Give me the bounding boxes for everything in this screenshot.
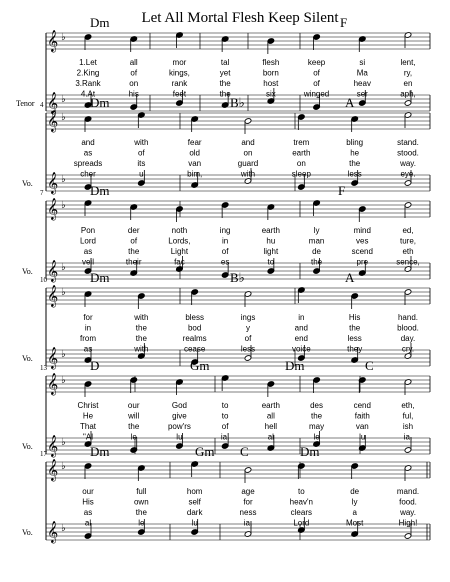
- lyric-syllable: for: [243, 497, 253, 507]
- chord-symbol: A: [345, 95, 355, 110]
- lyric-syllable: they: [347, 344, 363, 354]
- chord-symbol: C: [240, 444, 249, 459]
- lyric-syllable: bim,: [187, 169, 203, 179]
- treble-clef-icon: 𝄞: [47, 285, 59, 307]
- part-label: Vo.: [22, 267, 33, 276]
- chord-symbol: Dm: [285, 358, 305, 373]
- lyric-syllable: of: [137, 148, 145, 158]
- lyric-syllable: as: [83, 247, 93, 256]
- lyric-syllable: Pon: [80, 226, 96, 235]
- lyric-syllable: from: [80, 334, 96, 343]
- flat-icon: ♭: [61, 349, 66, 360]
- lyric-syllable: 3.Rank: [75, 79, 101, 88]
- lyric-syllable: le: [130, 432, 137, 442]
- lyric-syllable: old: [189, 148, 201, 158]
- lyric-syllable: the: [135, 508, 147, 517]
- chord-symbol: Gm: [190, 358, 210, 373]
- score-title: Let All Mortal Flesh Keep Silent: [141, 10, 339, 26]
- lyric-syllable: sence,: [396, 257, 420, 267]
- lyric-syllable: self: [188, 497, 201, 507]
- lyric-syllable: to: [221, 411, 229, 421]
- lyric-syllable: en: [403, 79, 413, 88]
- lyric-syllable: of: [313, 79, 320, 88]
- lyric-syllable: of: [130, 236, 138, 246]
- lyric-syllable: hell: [264, 422, 278, 431]
- lyric-syllable: y: [246, 323, 250, 333]
- lyric-syllable: of: [221, 422, 229, 431]
- lyric-syllable: keep: [307, 58, 326, 67]
- lyric-syllable: mind: [353, 226, 371, 235]
- chord-symbol: D: [90, 358, 100, 373]
- lyric-syllable: Lord: [293, 518, 310, 528]
- chord-symbol: Dm: [90, 15, 110, 30]
- lyric-syllable: feet: [172, 89, 187, 99]
- lyric-syllable: he: [350, 148, 360, 158]
- lyric-syllable: noth: [171, 226, 188, 235]
- lyric-syllable: the: [128, 247, 140, 256]
- lyric-syllable: on: [296, 159, 306, 168]
- lyric-syllable: of: [221, 247, 229, 256]
- lyric-syllable: own: [133, 497, 149, 507]
- lyric-syllable: ser: [356, 89, 368, 99]
- lyric-syllable: a: [352, 508, 357, 517]
- lyric-syllable: pre: [356, 257, 369, 267]
- chord-symbol: Dm: [90, 183, 110, 198]
- lyric-syllable: ings: [240, 313, 256, 322]
- treble-clef-icon: 𝄞: [47, 435, 59, 457]
- lyric-syllable: Christ: [77, 401, 99, 410]
- lyric-syllable: earth: [292, 148, 311, 158]
- flat-icon: ♭: [61, 437, 66, 448]
- chord-symbol: Gm: [195, 444, 215, 459]
- measure-number: 17: [40, 450, 47, 458]
- lyric-syllable: mor: [172, 58, 187, 67]
- chord-symbol: B♭: [230, 95, 245, 110]
- lyric-syllable: to: [267, 257, 275, 267]
- lyric-syllable: with: [240, 169, 256, 179]
- lyric-syllable: on: [243, 148, 253, 158]
- chord-symbol: C: [365, 358, 374, 373]
- lyric-syllable: al: [267, 432, 274, 442]
- lyric-syllable: man: [308, 236, 325, 246]
- lyric-syllable: stood.: [397, 148, 419, 158]
- lyric-syllable: with: [134, 344, 149, 354]
- lyric-syllable: ly: [313, 226, 320, 235]
- lyric-syllable: tal: [220, 58, 230, 67]
- flat-icon: ♭: [61, 112, 66, 123]
- lyric-syllable: for: [83, 313, 93, 322]
- chord-symbol: F: [338, 183, 346, 198]
- lyric-syllable: born: [262, 68, 279, 78]
- treble-clef-icon: 𝄞: [47, 373, 59, 395]
- flat-icon: ♭: [61, 375, 66, 386]
- lyric-syllable: the: [311, 257, 323, 267]
- lyric-syllable: ing: [219, 226, 231, 235]
- lyric-syllable: all: [129, 58, 138, 67]
- lyric-syllable: mand.: [396, 487, 420, 496]
- lyric-syllable: way.: [400, 159, 416, 168]
- lyric-syllable: winged: [303, 89, 330, 99]
- lyric-syllable: as: [83, 508, 93, 517]
- lyric-syllable: spreads: [73, 159, 103, 168]
- lyric-syllable: of: [130, 68, 138, 78]
- lyric-syllable: sleep: [291, 169, 311, 179]
- lyric-syllable: ness: [239, 508, 257, 517]
- lyric-syllable: in: [84, 323, 92, 333]
- lyric-syllable: the: [349, 323, 361, 333]
- lyric-syllable: Ma: [356, 68, 368, 78]
- lyric-syllable: hand.: [397, 313, 419, 322]
- lyric-syllable: food.: [399, 497, 417, 507]
- lyric-syllable: clears: [290, 508, 313, 517]
- lyric-syllable: eth: [402, 247, 414, 256]
- lyric-syllable: with: [134, 138, 149, 147]
- lyric-syllable: si: [359, 58, 366, 67]
- part-label: Vo.: [22, 179, 33, 188]
- lyric-syllable: flesh: [262, 58, 280, 67]
- treble-clef-icon: 𝄞: [47, 198, 59, 220]
- lyric-syllable: blood.: [397, 323, 419, 333]
- lyric-syllable: and: [241, 138, 255, 147]
- lyric-syllable: may: [309, 422, 325, 431]
- chord-symbol: B♭: [230, 270, 245, 285]
- lyric-syllable: 4.At: [80, 89, 96, 99]
- lyric-syllable: its: [137, 159, 146, 168]
- lyric-syllable: bless: [185, 313, 205, 322]
- lyric-syllable: cend: [353, 401, 371, 410]
- lyric-syllable: eye.: [400, 169, 416, 179]
- lyric-syllable: less: [240, 344, 256, 354]
- lyric-syllable: heav'n: [289, 497, 313, 507]
- flat-icon: ♭: [61, 287, 66, 298]
- flat-icon: ♭: [61, 523, 66, 534]
- lyric-syllable: ly: [351, 497, 358, 507]
- lyric-syllable: way.: [400, 508, 416, 517]
- lyric-syllable: lu: [191, 518, 198, 528]
- lyric-syllable: lu: [176, 432, 183, 442]
- lyric-syllable: Lords,: [168, 236, 191, 246]
- part-label: Tenor: [16, 99, 35, 108]
- lyric-syllable: in: [222, 236, 229, 246]
- lyric-syllable: es: [220, 257, 230, 267]
- lyric-syllable: day.: [400, 334, 416, 343]
- lyric-syllable: u: [139, 169, 144, 179]
- lyric-syllable: pow'rs: [167, 422, 191, 431]
- treble-clef-icon: 𝄞: [47, 347, 59, 369]
- lyric-syllable: earth: [261, 226, 280, 235]
- lyric-syllable: with: [134, 313, 149, 322]
- measure-number: 4: [40, 101, 44, 109]
- lyric-syllable: age: [241, 487, 255, 496]
- lyric-syllable: Lord: [79, 236, 97, 246]
- measure-number: 10: [40, 276, 47, 284]
- lyric-syllable: High!: [398, 518, 418, 528]
- lyric-syllable: kings,: [168, 68, 190, 78]
- lyric-syllable: less: [347, 169, 362, 179]
- flat-icon: ♭: [61, 32, 66, 43]
- treble-clef-icon: 𝄞: [47, 110, 59, 132]
- lyric-syllable: his: [128, 89, 139, 99]
- lyric-syllable: faith: [354, 411, 370, 421]
- treble-clef-icon: 𝄞: [47, 459, 59, 481]
- lyric-syllable: less: [347, 334, 362, 343]
- lyric-syllable: Most: [345, 518, 364, 528]
- treble-clef-icon: 𝄞: [47, 260, 59, 282]
- chord-symbol: A: [345, 270, 355, 285]
- treble-clef-icon: 𝄞: [47, 92, 59, 114]
- flat-icon: ♭: [61, 262, 66, 273]
- lyric-syllable: fear: [187, 138, 202, 147]
- lyric-syllable: to: [221, 401, 229, 410]
- flat-icon: ♭: [61, 461, 66, 472]
- lyric-syllable: as: [83, 344, 93, 354]
- lyric-syllable: heav: [353, 79, 371, 88]
- lyric-syllable: ture,: [399, 236, 417, 246]
- treble-clef-icon: 𝄞: [47, 521, 59, 543]
- lyric-syllable: His: [348, 313, 361, 322]
- lyric-syllable: cher: [80, 169, 96, 179]
- lyric-syllable: the: [128, 422, 140, 431]
- lyric-syllable: of: [313, 68, 320, 78]
- lyric-syllable: the: [311, 411, 323, 421]
- treble-clef-icon: 𝄞: [47, 172, 59, 194]
- lyric-syllable: hom: [186, 487, 203, 496]
- lyric-syllable: guard: [237, 159, 259, 168]
- lyric-syllable: earth: [261, 401, 280, 410]
- lyric-syllable: rank: [171, 79, 188, 88]
- lyric-syllable: cease: [183, 344, 206, 354]
- measure-number: 7: [40, 189, 44, 197]
- lyric-syllable: and: [294, 323, 309, 333]
- lyric-syllable: the: [219, 79, 231, 88]
- lyric-syllable: fac: [174, 257, 185, 267]
- lyric-syllable: their: [125, 257, 142, 267]
- lyric-syllable: yet: [219, 68, 231, 78]
- lyric-syllable: light: [263, 247, 279, 256]
- lyric-syllable: our: [82, 487, 94, 496]
- lyric-syllable: 1.Let: [79, 58, 97, 67]
- lyric-syllable: bod: [187, 323, 202, 333]
- flat-icon: ♭: [61, 200, 66, 211]
- lyric-syllable: van: [355, 422, 369, 431]
- lyric-syllable: le: [138, 518, 145, 528]
- lyric-syllable: "Al: [83, 432, 93, 442]
- lyric-syllable: of: [244, 334, 252, 343]
- lyric-syllable: end: [294, 334, 309, 343]
- lyric-syllable: trem: [293, 138, 310, 147]
- lyric-syllable: al: [84, 518, 92, 528]
- lyric-syllable: des: [310, 401, 324, 410]
- lyric-syllable: full: [136, 487, 147, 496]
- lyric-syllable: will: [128, 411, 140, 421]
- lyric-syllable: ful,: [402, 411, 414, 421]
- lyric-syllable: lent,: [400, 58, 416, 67]
- lyric-syllable: ry,: [403, 68, 413, 78]
- lyric-syllable: He: [82, 411, 94, 421]
- lyric-syllable: host: [263, 79, 279, 88]
- lyric-syllable: der: [127, 226, 140, 235]
- lyric-syllable: give: [172, 411, 187, 421]
- lyric-syllable: the: [135, 323, 147, 333]
- lyric-syllable: cry.: [401, 344, 415, 354]
- lyric-syllable: as: [83, 148, 93, 158]
- chord-symbol: Dm: [300, 444, 320, 459]
- part-label: Vo.: [22, 354, 33, 363]
- lyric-syllable: Light: [170, 247, 189, 256]
- lyric-syllable: all: [266, 411, 275, 421]
- lyric-syllable: our: [127, 401, 140, 410]
- chord-symbol: Dm: [90, 95, 110, 110]
- lyric-syllable: stand.: [397, 138, 419, 147]
- treble-clef-icon: 𝄞: [47, 30, 59, 52]
- lyric-syllable: van: [188, 159, 202, 168]
- lyric-syllable: on: [129, 79, 139, 88]
- chord-symbol: Dm: [90, 444, 110, 459]
- lyric-syllable: realms: [182, 334, 207, 343]
- lyric-syllable: dark: [186, 508, 203, 517]
- lyric-syllable: to: [297, 487, 305, 496]
- lyric-syllable: de: [350, 487, 360, 496]
- lyric-syllable: aph,: [400, 89, 416, 99]
- lyric-syllable: de: [312, 247, 322, 256]
- lyric-syllable: ed,: [402, 226, 414, 235]
- lyric-syllable: le: [313, 432, 320, 442]
- lyric-syllable: His: [82, 497, 94, 507]
- lyric-syllable: the: [219, 89, 231, 99]
- lyric-syllable: the: [135, 334, 147, 343]
- part-label: Vo.: [22, 528, 33, 537]
- part-label: Vo.: [22, 442, 33, 451]
- chord-symbol: F: [340, 15, 348, 30]
- lyric-syllable: lu: [359, 432, 366, 442]
- flat-icon: ♭: [61, 94, 66, 105]
- lyric-syllable: scend: [351, 247, 373, 256]
- lyric-syllable: veil: [81, 257, 95, 267]
- lyric-syllable: That: [79, 422, 97, 431]
- lyric-syllable: six: [265, 89, 276, 99]
- flat-icon: ♭: [61, 174, 66, 185]
- lyric-syllable: hu: [266, 236, 276, 246]
- lyric-syllable: ish: [402, 422, 414, 431]
- lyric-syllable: the: [349, 159, 361, 168]
- measure-number: 13: [40, 364, 47, 372]
- lyric-syllable: voice: [291, 344, 311, 354]
- lyric-syllable: 2.King: [76, 68, 100, 78]
- lyric-syllable: bling: [346, 138, 364, 147]
- lyric-syllable: ia,: [220, 432, 230, 442]
- lyric-syllable: ia,: [403, 432, 413, 442]
- lyric-syllable: God: [171, 401, 187, 410]
- lyric-syllable: ia,: [243, 518, 253, 528]
- lyric-syllable: ves: [356, 236, 369, 246]
- lyric-syllable: and: [81, 138, 95, 147]
- chord-symbol: Dm: [90, 270, 110, 285]
- lyric-syllable: in: [298, 313, 305, 322]
- lyric-syllable: eth,: [401, 401, 415, 410]
